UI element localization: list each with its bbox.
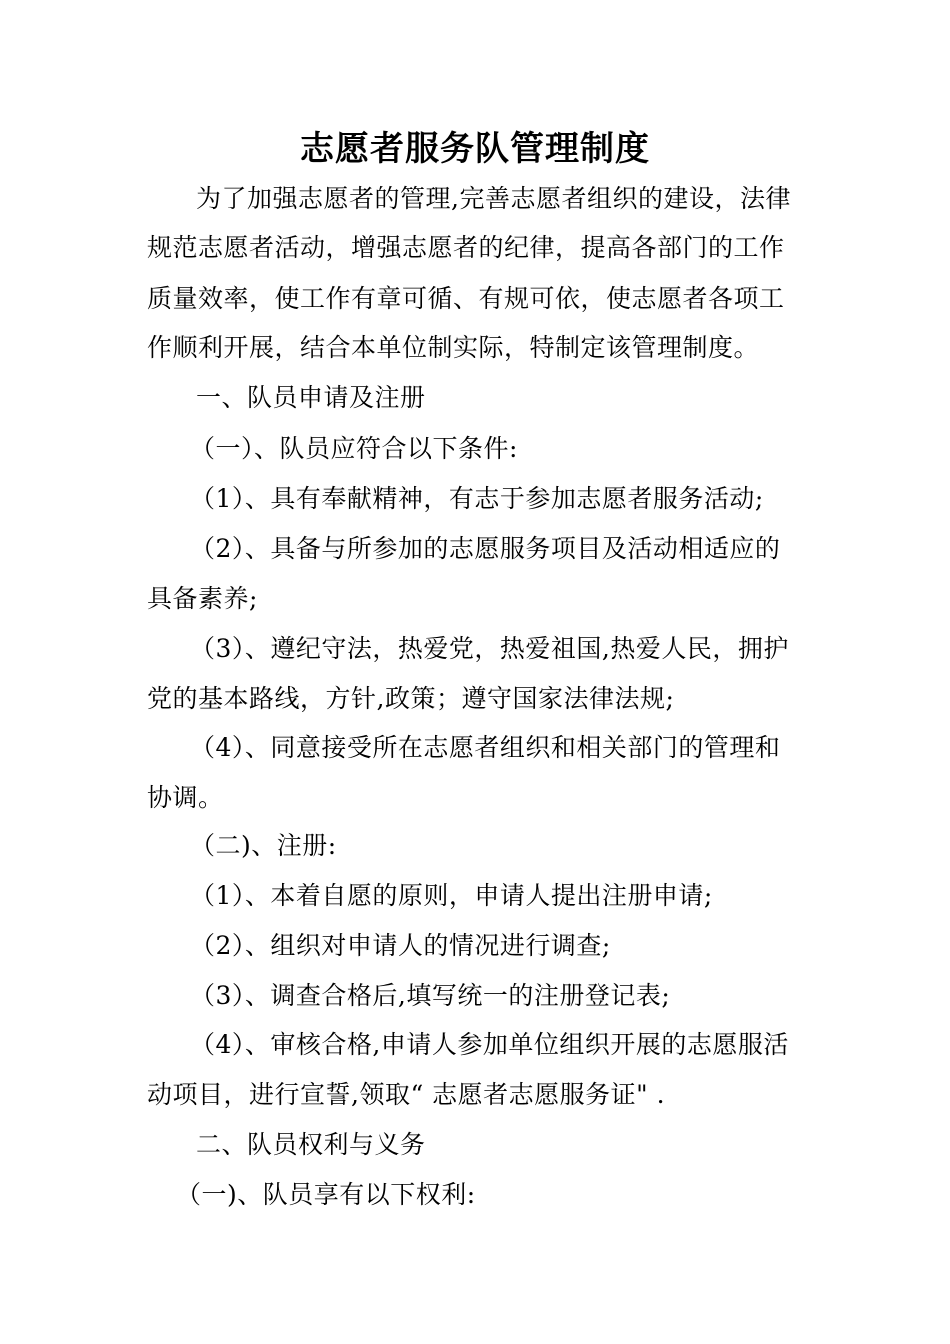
list-item-continuation: 党的基本路线，方针,政策；遵守国家法律法规; (147, 684, 675, 713)
paragraph-line: 为了加强志愿者的管理,完善志愿者组织的建设，法律 (196, 184, 791, 213)
subsection-heading: （一)、队员享有以下权利: (176, 1180, 476, 1209)
list-item-continuation: 动项目，进行宣誓,领取“ 志愿者志愿服务证" . (147, 1080, 666, 1109)
paragraph-line: 作顺利开展，结合本单位制实际，特制定该管理制度。 (147, 333, 760, 362)
list-item: （3）、调查合格后,填写统一的注册登记表; (190, 981, 671, 1010)
list-item: （3）、遵纪守法，热爱党，热爱祖国,热爱人民，拥护 (190, 634, 789, 663)
subsection-heading: （一）、队员应符合以下条件: (190, 434, 518, 463)
list-item: （4）、同意接受所在志愿者组织和相关部门的管理和 (190, 733, 781, 762)
list-item: （4）、审核合格,申请人参加单位组织开展的志愿服活 (190, 1030, 789, 1059)
paragraph-line: 质量效率，使工作有章可循、有规可依，使志愿者各项工 (147, 284, 785, 313)
document-title: 志愿者服务队管理制度 (300, 129, 650, 169)
list-item: （2）、具备与所参加的志愿服务项目及活动相适应的 (190, 534, 781, 563)
list-item-continuation: 协调。 (147, 783, 224, 812)
section-heading: 一、队员申请及注册 (196, 383, 426, 412)
list-item: （1）、具有奉献精神，有志于参加志愿者服务活动; (190, 484, 764, 513)
list-item: （1）、本着自愿的原则，申请人提出注册申请; (190, 881, 713, 910)
paragraph-line: 规范志愿者活动，增强志愿者的纪律，提高各部门的工作 (147, 233, 785, 262)
section-heading: 二、队员权利与义务 (196, 1130, 426, 1159)
subsection-heading: （二)、注册: (190, 831, 337, 860)
list-item-continuation: 具备素养; (147, 584, 258, 613)
list-item: （2）、组织对申请人的情况进行调查; (190, 931, 611, 960)
